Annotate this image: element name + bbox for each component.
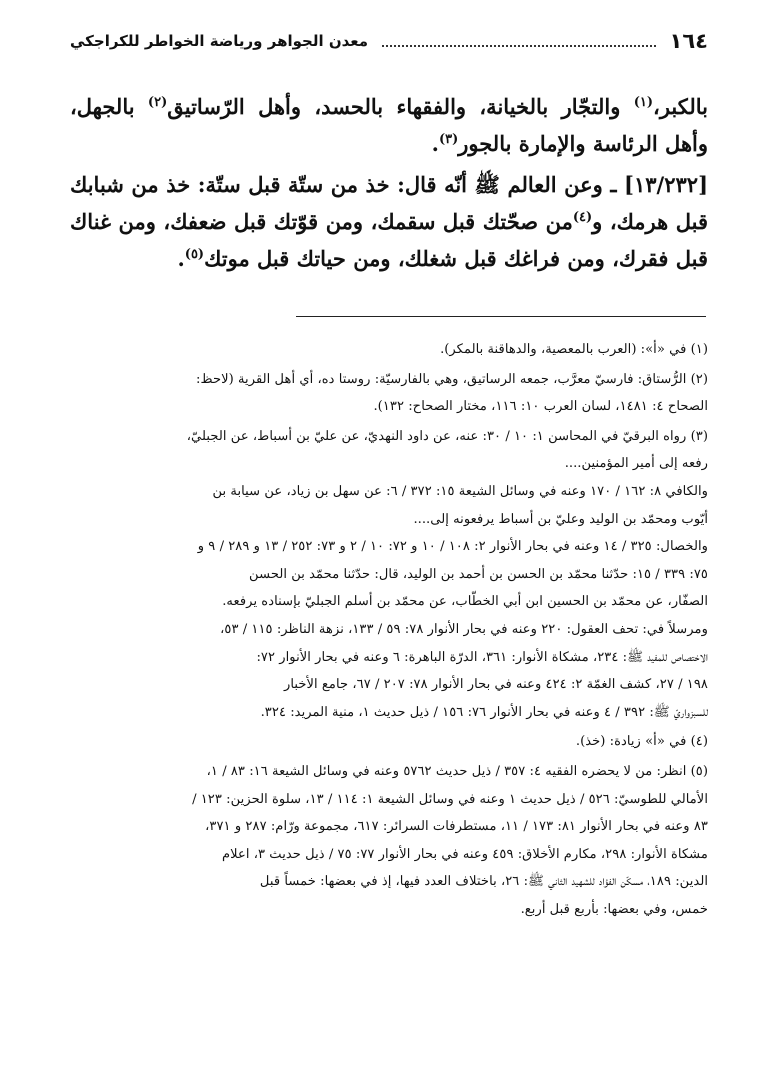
footnote-line: خمس، وفي بعضها: بأربع قبل أربع. xyxy=(520,901,708,917)
footnote-ref-5: (٥) xyxy=(184,247,205,262)
main-text xyxy=(70,88,708,281)
footnote-line: ١٩٨ / ٢٧، كشف الغمّة ٢: ٤٢٤ وعنه في بحار الأنوار ٧٨: ٢٠٧ / ٦٧، جامع الأخبار xyxy=(284,677,708,693)
footnote-line: الصفّار، عن محمّد بن الحسين ابن أبي الخطّاب، عن محمّد بن أسلم الجبليّ بإسناده يرفعه. xyxy=(222,594,708,610)
footnote-line: والخصال: ٣٢٥ / ١٤ وعنه في بحار الأنوار ٢: ١٠٨ / ١٠ و ٧٢: ١٠ / ٢ و ٧٣: ٢٥٢ / ١٣ و ٢٨٩ / ٩ و xyxy=(197,539,708,555)
main-text-segment: من صحّتك قبل سقمك، ومن قوّتك قبل ضعفك، ومن غناك قبل فقرك، ومن فراغك قبل شغلك، ومن حياتك قبل موتك xyxy=(70,209,708,271)
running-title: معدن الجواهر ورياضة الخواطر للكراجكي xyxy=(70,32,369,50)
main-text-segment: [١٣/٢٣٢] ـ وعن العالم ﷺ أنّه قال: خذ من ستّة قبل ستّة: خذ من شبابك قبل هرمك، و xyxy=(70,172,708,234)
page-number: ١٦٤ xyxy=(669,29,708,53)
footnote-ref-1: (١) xyxy=(633,95,654,110)
main-text-segment: بالكبر، xyxy=(653,94,708,119)
footnote-line: مشكاة الأنوار: ٢٩٨، مكارم الأخلاق: ٤٥٩ وعنه في بحار الأنوار ٧٧: ٧٥ / ذيل حديث ٣، اعلام xyxy=(221,846,708,862)
footnote-ref-3: (٣) xyxy=(438,132,459,147)
footnote-line: ومرسلاً في: تحف العقول: ٢٢٠ وعنه في بحار الأنوار ٧٨: ٥٩ / ١٣٣، نزهة الناظر: ١١٥ / ٥٣، xyxy=(220,621,708,637)
footnote-line: (٢) الرُّستاق: فارسيّ معرَّب، جمعه الرساتيق، وهي بالفارسيّة: روستا ده، أي أهل القرية (لاحظ: xyxy=(196,371,708,387)
footnote-line: ٨٣ وعنه في بحار الأنوار ٨١: ١٧٣ / ١١، مستطرفات السرائر: ٦١٧، مجموعة ورّام: ٢٨٧ و ٣٧١، xyxy=(205,819,708,835)
page-header xyxy=(70,28,708,54)
footnote-line: الأمالي للطوسيّ: ٥٢٦ / ذيل حديث ١ وعنه في وسائل الشيعة ١: ١١٤ / ١٣، سلوة الحزين: ١٢٣ / xyxy=(192,791,708,807)
footnote-line: والكافي ٨: ١٦٢ / ١٧٠ وعنه في وسائل الشيعة ١٥: ٣٧٢ / ٦: عن سهل بن زياد، عن سيابة بن xyxy=(212,483,708,499)
footnotes xyxy=(70,336,708,925)
footnote-line: الصحاح ٤: ١٤٨١، لسان العرب ١٠: ١١٦، مختار الصحاح: ١٣٢). xyxy=(373,399,708,415)
footnote-2 xyxy=(70,366,708,421)
footnote-line: ٧٥: ٣٣٩ / ١٥: حدّثنا محمّد بن الحسن بن أحمد بن الوليد، قال: حدّثنا محمّد بن الحسن xyxy=(249,566,708,582)
footnote-line: للسبزواريّ ﷺ: ٣٩٢ / ٤ وعنه في بحار الأنوار ٧٦: ١٥٦ / ذيل حديث ١، منية المريد: ٣٢٤. xyxy=(260,704,708,720)
main-text-segment: والتجّار بالخيانة، والفقهاء بالحسد، وأهل الرّساتيق xyxy=(167,94,634,119)
footnote-line: الدين: ١٨٩، مسكّن الفؤاد للشهيد الثاني ﷺ: ٢٦، باختلاف العدد فيها، إذ في بعضها: خمساً قبل xyxy=(259,874,708,890)
main-text-segment: . xyxy=(431,131,439,156)
footnote-ref-4: (٤) xyxy=(572,210,593,225)
footnote-line: أيّوب ومحمّد بن الوليد وعليّ بن أسباط يرفعونه إلى.... xyxy=(413,511,708,527)
footnote-line: (٣) رواه البرقيّ في المحاسن ١: ١٠ / ٣٠: عنه، عن داود النهديّ، عن عليّ بن أسباط، عن الجبليّ، xyxy=(186,428,708,444)
footnote-5 xyxy=(70,758,708,924)
main-text-segment: بالجهل، وأهل الرئاسة والإمارة بالجور xyxy=(70,94,708,156)
main-paragraph-1 xyxy=(70,88,708,162)
header-dotted-leader xyxy=(382,35,656,47)
footnote-line: الاختصاص للمفيد ﷺ: ٢٣٤، مشكاة الأنوار: ٣٦١، الدرّة الباهرة: ٦ وعنه في بحار الأنوار ٧٢: xyxy=(256,649,708,665)
footnote-ref-2: (٢) xyxy=(147,95,168,110)
footnote-line: (٥) انظر: من لا يحضره الفقيه ٤: ٣٥٧ / ذيل حديث ٥٧٦٢ وعنه في وسائل الشيعة ١٦: ٨٣ / ١، xyxy=(206,763,708,779)
main-text-segment: . xyxy=(177,246,185,271)
main-paragraph-2 xyxy=(70,166,708,277)
footnote-3 xyxy=(70,423,708,727)
footnote-4: (٤) في «أ» زيادة: (خذ). xyxy=(575,734,708,750)
footnote-separator xyxy=(296,316,706,317)
footnote-line: رفعه إلى أمير المؤمنين.... xyxy=(564,456,708,472)
footnote-1: (١) في «أ»: (العرب بالمعصية، والدهاقنة بالمكر). xyxy=(440,342,708,357)
